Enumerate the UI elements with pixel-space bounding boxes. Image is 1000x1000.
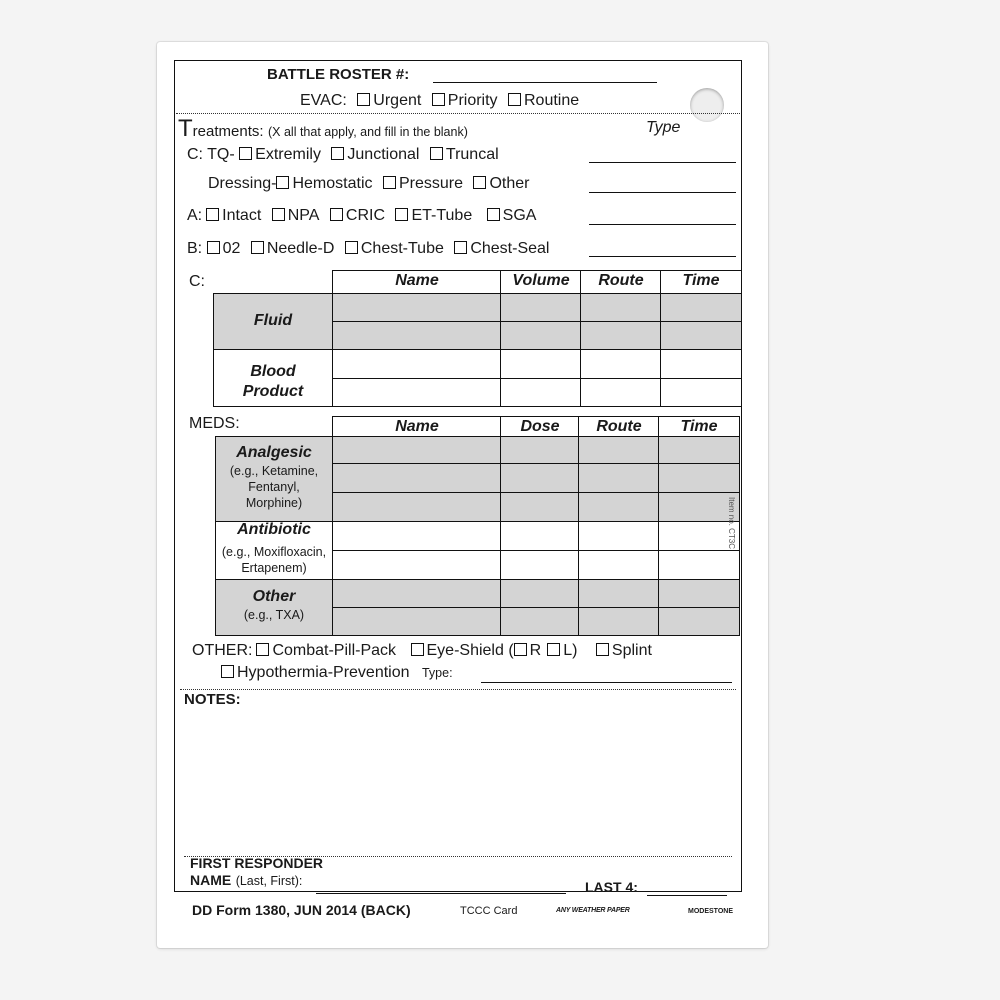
eye-shield-checkbox[interactable]: [411, 643, 424, 656]
dressing-pressure-label: Pressure: [398, 175, 463, 192]
analgesic-route-cell[interactable]: [579, 464, 659, 493]
circ-header-route: Route: [598, 272, 644, 289]
notes-label: NOTES:: [184, 691, 241, 708]
eye-shield-label: Eye-Shield (: [426, 642, 514, 659]
blood-title: Blood: [250, 363, 296, 380]
meds-header-name: Name: [395, 418, 439, 435]
airway-intact-label: Intact: [222, 207, 262, 224]
notes-area[interactable]: [184, 712, 732, 852]
fluid-time-cell[interactable]: [661, 322, 742, 350]
other-label: OTHER:: [192, 642, 253, 659]
airway-et-tube-checkbox[interactable]: [395, 208, 408, 221]
meds-header-dose: Dose: [520, 418, 560, 435]
tq-truncal-label: Truncal: [445, 146, 499, 163]
airway-row: [187, 207, 536, 225]
fluid-title: Fluid: [253, 312, 293, 329]
breathing-chest-tube-checkbox[interactable]: [345, 241, 358, 254]
treatments-initial: T: [178, 115, 193, 142]
hypothermia-checkbox[interactable]: [221, 665, 234, 678]
dressing-row: [208, 175, 529, 193]
airway-et-tube-label: ET-Tube: [411, 207, 473, 224]
analgesic-name-cell[interactable]: [333, 437, 501, 464]
analgesic-note-2: Fentanyl,: [248, 480, 300, 494]
antibiotic-row-label: [215, 520, 333, 576]
antibiotic-name-cell[interactable]: [333, 551, 501, 580]
splint-label: Splint: [611, 642, 652, 659]
dressing-hemostatic-label: Hemostatic: [292, 175, 373, 192]
circ-header-name: Name: [395, 272, 439, 289]
other-med-row-label: [215, 587, 333, 623]
analgesic-note-3: Morphine): [245, 496, 303, 510]
combat-pill-pack-label: Combat-Pill-Pack: [272, 642, 397, 659]
blood-time-cell[interactable]: [661, 350, 742, 379]
fluid-volume-cell[interactable]: [501, 294, 581, 322]
analgesic-note-1: (e.g., Ketamine,: [229, 464, 319, 478]
dressing-pressure-checkbox[interactable]: [383, 176, 396, 189]
evac-row: [300, 92, 579, 110]
battle-roster-field[interactable]: [433, 82, 657, 83]
dressing-label: Dressing-: [208, 175, 277, 192]
meds-label: MEDS:: [189, 415, 240, 432]
responder-name-field[interactable]: [316, 893, 566, 894]
dressing-hemostatic-checkbox[interactable]: [276, 176, 289, 189]
other-med-name-cell[interactable]: [333, 580, 501, 608]
airway-npa-label: NPA: [287, 207, 320, 224]
analgesic-route-cell[interactable]: [579, 493, 659, 522]
meds-header-grid: [332, 416, 740, 437]
other-med-time-cell[interactable]: [659, 580, 740, 608]
circulation-label: C:: [189, 273, 205, 290]
circ-header-time: Time: [682, 272, 720, 289]
analgesic-time-cell[interactable]: [659, 437, 740, 464]
meds-header-route: Route: [596, 418, 642, 435]
breathing-type-field[interactable]: [589, 256, 736, 257]
blood-name-cell[interactable]: [333, 350, 501, 379]
fluid-volume-cell[interactable]: [501, 322, 581, 350]
breathing-needle-d-label: Needle-D: [266, 240, 335, 257]
breathing-row: [187, 240, 549, 258]
analgesic-dose-cell[interactable]: [501, 464, 579, 493]
blood-volume-cell[interactable]: [501, 350, 581, 379]
hypothermia-row: [221, 664, 453, 682]
other-med-name-cell[interactable]: [333, 608, 501, 636]
circ-header-volume: Volume: [512, 272, 570, 289]
analgesic-time-cell[interactable]: [659, 464, 740, 493]
antibiotic-name-cell[interactable]: [333, 522, 501, 551]
circulation-header-grid: [332, 270, 742, 294]
evac-label: EVAC:: [300, 92, 347, 109]
dressing-type-field[interactable]: [589, 192, 736, 193]
tq-extremity-label: Extremily: [255, 146, 321, 163]
airway-intact-checkbox[interactable]: [206, 208, 219, 221]
treatments-title: reatments:: [192, 123, 264, 140]
analgesic-row-label: [215, 443, 333, 511]
responder-name-row: [190, 872, 302, 890]
treatments-heading: [178, 115, 468, 143]
antibiotic-dose-cell[interactable]: [501, 551, 579, 580]
dressing-other-checkbox[interactable]: [473, 176, 486, 189]
airway-npa-checkbox[interactable]: [272, 208, 285, 221]
airway-type-field[interactable]: [589, 224, 736, 225]
fluid-route-cell[interactable]: [581, 294, 661, 322]
combat-pill-pack-checkbox[interactable]: [256, 643, 269, 656]
evac-routine-checkbox[interactable]: [508, 93, 521, 106]
paper-brand-logo: ANY WEATHER PAPER: [556, 907, 630, 914]
section-divider: [176, 113, 740, 114]
first-responder-title: FIRST RESPONDER: [190, 855, 324, 871]
blood-route-cell[interactable]: [581, 350, 661, 379]
analgesic-dose-cell[interactable]: [501, 493, 579, 522]
notes-divider: [180, 689, 736, 690]
analgesic-name-cell[interactable]: [333, 464, 501, 493]
tq-junctional-checkbox[interactable]: [331, 147, 344, 160]
treatments-instruction: (X all that apply, and fill in the blank): [268, 125, 468, 139]
other-med-title: Other: [252, 588, 296, 605]
fluid-time-cell[interactable]: [661, 294, 742, 322]
breathing-chest-tube-label: Chest-Tube: [360, 240, 444, 257]
airway-cric-label: CRIC: [345, 207, 385, 224]
fluid-route-cell[interactable]: [581, 322, 661, 350]
battle-roster-label: BATTLE ROSTER #:: [267, 66, 410, 83]
blood-name-cell[interactable]: [333, 379, 501, 407]
tq-row: [187, 146, 499, 164]
maker-logo: MODESTONE: [688, 908, 733, 915]
card-name: TCCC Card: [460, 905, 518, 917]
other-med-dose-cell[interactable]: [501, 608, 579, 636]
other-med-note: (e.g., TXA): [243, 608, 305, 622]
other-med-route-cell[interactable]: [579, 608, 659, 636]
analgesic-title: Analgesic: [236, 444, 312, 461]
antibiotic-note-1: (e.g., Moxifloxacin,: [221, 545, 327, 559]
eye-shield-left-label: L): [563, 642, 578, 659]
airway-sga-label: SGA: [502, 207, 537, 224]
hypothermia-label: Hypothermia-Prevention: [237, 664, 410, 681]
antibiotic-title: Antibiotic: [237, 521, 311, 538]
fluid-row-label: [213, 311, 333, 331]
last4-field[interactable]: [647, 895, 727, 896]
analgesic-route-cell[interactable]: [579, 437, 659, 464]
other-med-dose-cell[interactable]: [501, 580, 579, 608]
breathing-o2-label: 02: [222, 240, 241, 257]
tq-label: TQ-: [207, 146, 235, 163]
splint-checkbox[interactable]: [596, 643, 609, 656]
hypothermia-type-field[interactable]: [481, 682, 732, 683]
evac-priority-label: Priority: [447, 92, 498, 109]
tq-junctional-label: Junctional: [347, 146, 420, 163]
last4-label: LAST 4:: [585, 879, 638, 895]
breathing-chest-seal-checkbox[interactable]: [454, 241, 467, 254]
hypothermia-type-label: Type:: [421, 666, 453, 680]
evac-routine-label: Routine: [524, 92, 580, 109]
other-med-route-cell[interactable]: [579, 580, 659, 608]
item-number: Item no. CT3C: [727, 497, 736, 550]
blood-route-cell[interactable]: [581, 379, 661, 407]
eye-shield-right-checkbox[interactable]: [514, 643, 527, 656]
eye-shield-right-label: R: [529, 642, 542, 659]
c-label: C:: [187, 146, 203, 163]
breathing-needle-d-checkbox[interactable]: [251, 241, 264, 254]
evac-priority-checkbox[interactable]: [432, 93, 445, 106]
breathing-chest-seal-label: Chest-Seal: [470, 240, 550, 257]
fluid-name-cell[interactable]: [333, 294, 501, 322]
responder-name-label: NAME: [190, 872, 232, 888]
antibiotic-time-cell[interactable]: [659, 551, 740, 580]
other-med-time-cell[interactable]: [659, 608, 740, 636]
responder-name-hint: (Last, First):: [235, 874, 303, 888]
b-label: B:: [187, 240, 203, 257]
breathing-o2-checkbox[interactable]: [207, 241, 220, 254]
eye-shield-left-checkbox[interactable]: [547, 643, 560, 656]
antibiotic-route-cell[interactable]: [579, 522, 659, 551]
blood-product-row-label: [213, 362, 333, 402]
antibiotic-note-2: Ertapenem): [241, 561, 307, 575]
analgesic-name-cell[interactable]: [333, 493, 501, 522]
type-column-label: Type: [646, 119, 681, 136]
evac-urgent-checkbox[interactable]: [357, 93, 370, 106]
antibiotic-route-cell[interactable]: [579, 551, 659, 580]
meds-header-time: Time: [680, 418, 718, 435]
a-label: A:: [187, 207, 203, 224]
analgesic-dose-cell[interactable]: [501, 437, 579, 464]
fluid-name-cell[interactable]: [333, 322, 501, 350]
antibiotic-dose-cell[interactable]: [501, 522, 579, 551]
dressing-other-label: Other: [489, 175, 530, 192]
other-row: [192, 642, 652, 660]
tq-extremity-checkbox[interactable]: [239, 147, 252, 160]
evac-urgent-label: Urgent: [373, 92, 422, 109]
airway-sga-checkbox[interactable]: [487, 208, 500, 221]
blood-time-cell[interactable]: [661, 379, 742, 407]
blood-volume-cell[interactable]: [501, 379, 581, 407]
blood-title-line2: Product: [242, 383, 304, 400]
form-id: DD Form 1380, JUN 2014 (BACK): [192, 902, 411, 918]
tq-truncal-checkbox[interactable]: [430, 147, 443, 160]
airway-cric-checkbox[interactable]: [330, 208, 343, 221]
tq-type-field[interactable]: [589, 162, 736, 163]
